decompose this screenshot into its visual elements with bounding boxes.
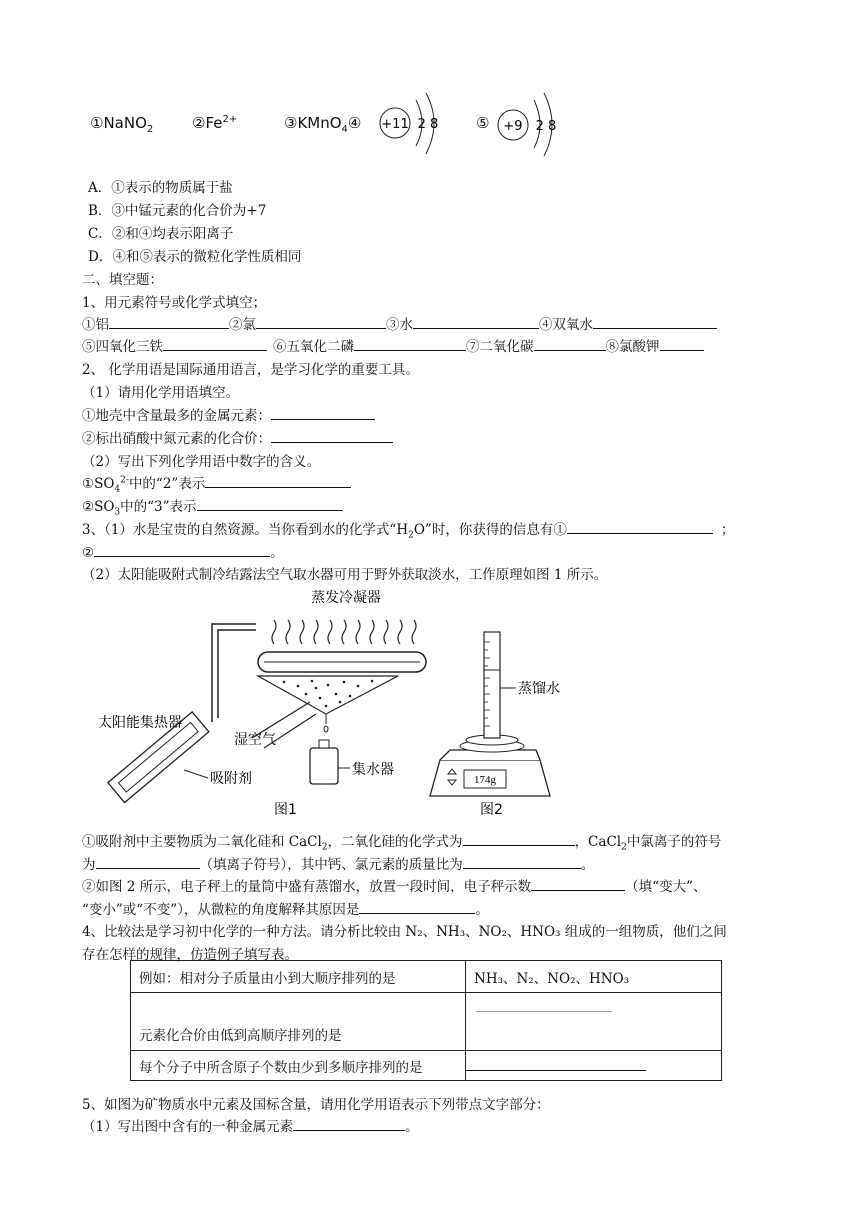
table-cell-answer[interactable] (466, 1051, 722, 1081)
answer-blank[interactable] (293, 1116, 405, 1131)
answer-blank[interactable] (96, 854, 200, 869)
option-b: B．③中锰元素的化合价为+7 (88, 203, 267, 219)
table-cell-label: 每个分子中所含原子个数由少到多顺序排列的是 (131, 1051, 466, 1081)
table-row (131, 1051, 722, 1081)
q1-row2: ⑤四氧化三铁 ⑥五氧化二磷 ⑦二氧化碳 ⑧氯酸钾 (82, 335, 704, 355)
item-nano2: ①NaNO$_2$ (90, 114, 154, 135)
answer-blank[interactable] (354, 336, 466, 351)
answer-blank[interactable] (463, 854, 581, 869)
answer-blank[interactable] (271, 428, 393, 443)
q2-part1b: ②标出硝酸中氮元素的化合价： (82, 427, 393, 447)
answer-blank[interactable] (567, 519, 713, 534)
answer-blank[interactable] (271, 405, 375, 420)
option-c: C．②和④均表示阳离子 (88, 226, 234, 242)
distilled-water-label: 蒸馏水 (518, 681, 560, 697)
table-cell-label: 元素化合价由低到高顺序排列的是 (131, 993, 466, 1051)
q2-part1: （1）请用化学用语填空。 (82, 385, 240, 401)
q3b-line4: “变小”或“不变”），从微粒的角度解释其原因是 。 (82, 898, 489, 918)
adsorbent-label: 吸附剂 (210, 771, 252, 787)
electronic-scale (430, 740, 550, 796)
vapor-waves (272, 620, 416, 644)
q3b-line1: ①吸附剂中主要物质为二氧化硅和 CaCl$_2$，二氧化硅的化学式为 ，CaCl$_2$中氯离子的符号 (82, 830, 721, 853)
collector-bottle (310, 748, 338, 784)
answer-blank[interactable] (593, 314, 717, 329)
item-kmno4: ③KMnO$_4$④ (284, 114, 362, 135)
item5-label: ⑤ (476, 114, 490, 132)
q3b-line3: ②如图 2 所示，电子秤上的量筒中盛有蒸馏水，放置一段时间，电子秤示数 （填“变大”、 (82, 875, 706, 895)
shell-label: 2 8 (417, 117, 439, 132)
answer-blank[interactable] (413, 314, 539, 329)
atom-structure-5 (494, 88, 564, 160)
table-row (131, 961, 722, 993)
fig1-caption: 图1 (274, 802, 297, 818)
table-cell-label: 例如：相对分子质量由小到大顺序排列的是 (131, 961, 466, 993)
formula-row (90, 114, 153, 135)
answer-blank[interactable] (534, 336, 606, 351)
answer-blank[interactable] (163, 336, 267, 351)
q1-row1: ①铝 ②氯 ③水 ④双氧水 (82, 313, 717, 333)
answer-blank[interactable] (660, 336, 704, 351)
q4-line1: 4、比较法是学习初中化学的一种方法。请分析比较由 N₂、NH₃、NO₂、HNO₃ 组成的一组物质，他们之间 (82, 924, 727, 940)
table-row (131, 993, 722, 1051)
q2-part2b: $②SO_3$中的“3”表示 (82, 495, 343, 518)
table-cell-answer[interactable] (466, 993, 722, 1051)
q2-part2: （2）写出下列化学用语中数字的含义。 (82, 454, 321, 470)
q2-title: 2、 化学用语是国际通用语言，是学习化学的重要工具。 (82, 362, 419, 378)
q2-part2a: $①SO_4^{2-}$中的“2”表示 (82, 472, 351, 495)
option-a: A．①表示的物质属于盐 (88, 180, 233, 196)
q3b-line2: 为 （填离子符号），其中钙、氯元素的质量比为 。 (82, 853, 594, 873)
table-cell-answer: NH₃、N₂、NO₂、HNO₃ (466, 961, 722, 993)
answer-blank[interactable] (256, 314, 386, 329)
comparison-table (130, 960, 722, 1081)
answer-blank[interactable] (197, 496, 343, 511)
scale-reading: 174g (474, 774, 496, 786)
option-d: D．④和⑤表示的微粒化学性质相同 (88, 249, 302, 265)
q5-line2: （1）写出图中含有的一种金属元素 。 (82, 1115, 419, 1135)
q3-line3: （2）太阳能吸附式制冷结露法空气取水器可用于野外获取淡水，工作原理如图 1 所示。 (82, 567, 608, 583)
condenser-label: 蒸发冷凝器 (311, 590, 381, 606)
wet-air-label: 湿空气 (234, 732, 276, 748)
q3-line1: 3、（1）水是宝贵的自然资源。当你看到水的化学式“$H_2O$”时，你获得的信息有① ； (82, 518, 734, 541)
q3-line2: ② 。 (82, 541, 284, 561)
graduated-cylinder (466, 632, 518, 745)
q5-line1: 5、如图为矿物质水中元素及国标含量，请用化学用语表示下列带点文字部分： (82, 1097, 550, 1113)
answer-blank[interactable] (359, 899, 475, 914)
nucleus-label: +9 (503, 119, 523, 134)
apparatus-figure (88, 582, 568, 820)
section-title: 二、填空题： (82, 272, 163, 288)
atom-structure-4 (376, 88, 446, 160)
shell-label: 2 8 (535, 119, 557, 134)
q2-part1a: ①地壳中含量最多的金属元素： (82, 404, 375, 424)
answer-blank[interactable] (109, 314, 229, 329)
q4-line2: 存在怎样的规律，仿造例子填写表。 (82, 947, 298, 963)
q1-title: 1、用元素符号或化学式填空； (82, 295, 267, 311)
answer-blank[interactable] (463, 831, 575, 846)
answer-blank[interactable] (94, 542, 270, 557)
fig2-caption: 图2 (480, 802, 503, 818)
item-fe2plus: $②Fe^{2+}$ (192, 114, 238, 132)
nucleus-label: +11 (381, 117, 409, 132)
answer-blank[interactable] (205, 473, 351, 488)
solar-collector-label: 太阳能集热器 (98, 715, 182, 731)
water-container-label: 集水器 (352, 762, 394, 778)
answer-blank[interactable] (531, 876, 625, 891)
